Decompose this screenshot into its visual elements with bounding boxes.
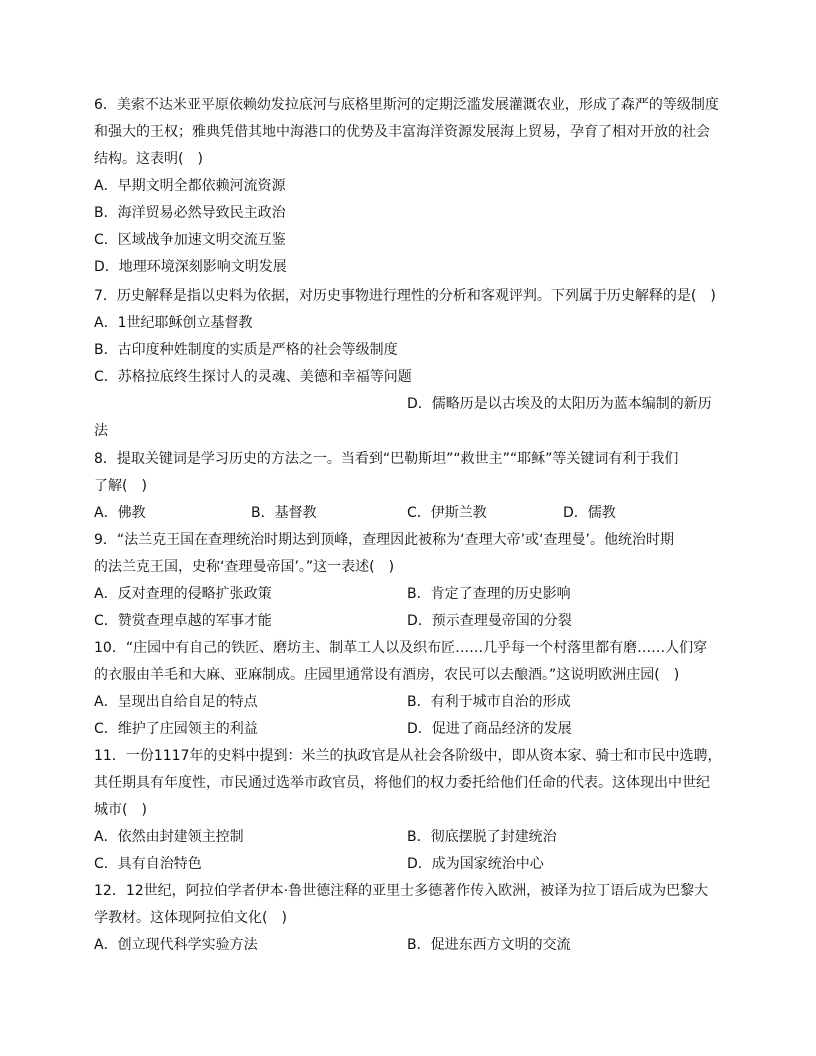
option-a: A．创立现代科学实验方法 [94,937,258,953]
option-a: A．依然由封建领主控制 [94,829,244,845]
options-row [94,608,726,635]
option-b: B．肯定了查理的历史影响 [407,586,571,602]
question-stem: 学教材。这体现阿拉伯文化( ) [94,910,287,926]
question-12 [94,878,726,959]
question-8 [94,446,726,527]
option-a: A．1世纪耶稣创立基督教 [94,315,253,331]
option-c: C．苏格拉底终生探讨人的灵魂、美德和幸福等问题 [94,369,412,385]
option-b: B．海洋贸易必然导致民主政治 [94,205,286,221]
question-stem: 的法兰克王国，史称‘查理曼帝国’。”这一表述( ) [94,559,395,575]
question-6 [94,92,726,281]
question-stem: 7．历史解释是指以史料为依据，对历史事物进行理性的分析和客观评判。下列属于历史解释的是( ) [94,288,716,304]
question-10 [94,635,726,743]
option-a: A．反对查理的侵略扩张政策 [94,586,272,602]
option-d: D．儒教 [563,505,616,521]
options-row [94,581,726,608]
question-stem: 10．“庄园中有自己的铁匠、磨坊主、制革工人以及织布匠……几乎每一个村落里都有磨……人们穿 [94,640,708,656]
option-c: C．伊斯兰教 [407,505,487,521]
options-row [94,689,726,716]
question-7 [94,283,726,445]
option-b: B．彻底摆脱了封建统治 [407,829,557,845]
question-stem: 结构。这表明( ) [94,151,203,167]
options-row [94,851,726,878]
option-c: C．具有自治特色 [94,856,202,872]
option-d: D．儒略历是以古埃及的太阳历为蓝本编制的新历 [407,396,712,412]
option-b: B．有利于城市自治的形成 [407,694,571,710]
option-b: B．基督教 [251,505,317,521]
question-stem: 8．提取关键词是学习历史的方法之一。当看到“巴勒斯坦”“救世主”“耶稣”等关键词有利于我们 [94,451,679,467]
option-b: B．促进东西方文明的交流 [407,937,571,953]
option-d: D．成为国家统治中心 [407,856,544,872]
question-stem: 了解( ) [94,478,147,494]
question-stem: 的衣服由羊毛和大麻、亚麻制成。庄园里通常设有酒房，农民可以去酿酒。”这说明欧洲庄园( ) [94,667,680,683]
option-c: C．区域战争加速文明交流互鉴 [94,232,286,248]
option-a: A．早期文明全都依赖河流资源 [94,178,286,194]
options-row [94,500,726,527]
options-row [94,824,726,851]
option-d: D．促进了商品经济的发展 [407,721,572,737]
option-d: D．地理环境深刻影响文明发展 [94,259,287,275]
options-row [94,932,726,959]
option-d-continued: 法 [94,423,108,439]
option-c: C．维护了庄园领主的利益 [94,721,258,737]
question-stem: 6．美索不达米亚平原依赖幼发拉底河与底格里斯河的定期泛滥发展灌溉农业，形成了森严的等级制度 [94,97,719,113]
question-stem: 9．“法兰克王国在查理统治时期达到顶峰，查理因此被称为‘查理大帝’或‘查理曼’。他统治时期 [94,532,674,548]
question-stem: 12．12世纪，阿拉伯学者伊本·鲁世德注释的亚里士多德著作传入欧洲，被译为拉丁语后成为巴黎大 [94,883,709,899]
option-d: D．预示查理曼帝国的分裂 [407,613,572,629]
question-stem: 其任期具有年度性，市民通过选举市政官员，将他们的权力委托给他们任命的代表。这体现出中世纪 [94,775,710,791]
option-a: A．佛教 [94,505,146,521]
question-stem: 城市( ) [94,802,147,818]
question-stem: 和强大的王权；雅典凭借其地中海港口的优势及丰富海洋资源发展海上贸易，孕育了相对开放的社会 [94,124,710,140]
option-b: B．古印度种姓制度的实质是严格的社会等级制度 [94,342,398,358]
options-row [94,716,726,743]
question-stem: 11．一份1117年的史料中提到：米兰的执政官是从社会各阶级中，即从资本家、骑士和市民中选聘， [94,748,722,764]
option-a: A．呈现出自给自足的特点 [94,694,258,710]
question-11 [94,743,726,878]
question-9 [94,527,726,635]
option-c: C．赞赏查理卓越的军事才能 [94,613,272,629]
